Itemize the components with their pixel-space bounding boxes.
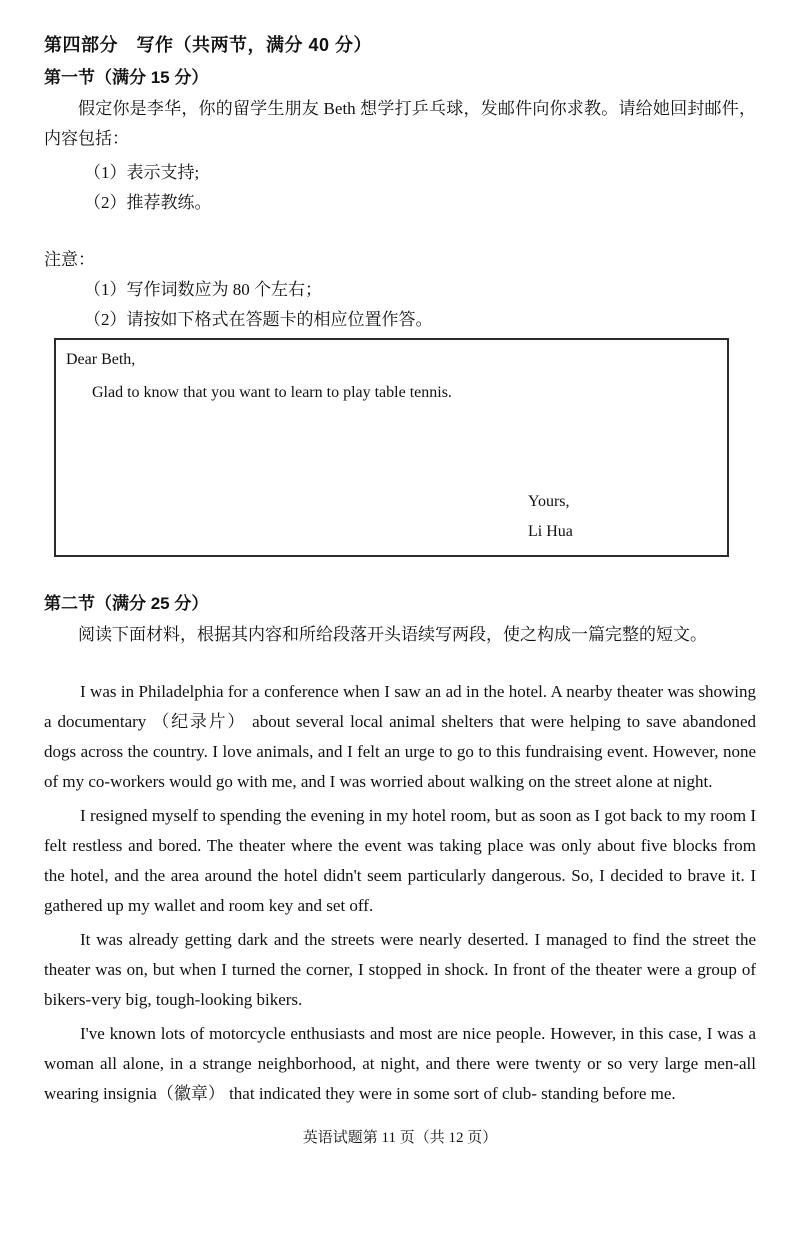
page-footer: 英语试题第 11 页（共 12 页）: [302, 1130, 498, 1146]
part-title: 第四部分 写作（共两节，满分 40 分）: [44, 35, 373, 55]
reading-material: [44, 677, 756, 1109]
story-paragraph-3: It was already getting dark and the streets were nearly deserted. I managed to find the street the theater was on, but when I turned the corner, I stopped in shock. In front of the theater were a group of bikers-very big, tough-looking bikers.: [44, 930, 756, 1009]
letter-closing-yours: Yours,: [528, 493, 570, 510]
section1-point-2: （2）推荐教练。: [84, 193, 212, 212]
story-paragraph-1: I was in Philadelphia for a conference when I saw an ad in the hotel. A nearby theater was showing a documentary （纪录片） about several local animal shelters that were helping to save abandoned dogs across the country. I love animals, and I felt an urge to go to this fundraising event. However, none of my co-workers would go with me, and I was worried about walking on the street alone at night.: [44, 682, 756, 791]
note-1: （1）写作词数应为 80 个左右；: [84, 280, 322, 299]
letter-closing: [528, 487, 573, 547]
section1-heading: 第一节（满分 15 分）: [44, 68, 209, 87]
story-paragraph-2: I resigned myself to spending the evening in my hotel room, but as soon as I got back to my room I felt restless and bored. The theater where the event was taking place was only about five blocks from the hotel, and the area around the hotel didn't seem particularly dangerous. So, I decided to brave it. I gathered up my wallet and room key and set off.: [44, 806, 756, 915]
letter-signature: Li Hua: [528, 523, 573, 540]
letter-salutation: Dear Beth,: [66, 351, 136, 368]
section2-heading: 第二节（满分 25 分）: [44, 594, 209, 613]
section2-instruction: 阅读下面材料，根据其内容和所给段落开头语续写两段，使之构成一篇完整的短文。: [78, 625, 707, 644]
section1-intro: 假定你是李华，你的留学生朋友 Beth 想学打乒乓球，发邮件向你求教。请给她回封邮件，内容包括：: [44, 99, 756, 148]
section1-point-1: （1）表示支持;: [84, 163, 200, 182]
note-2: （2）请按如下格式在答题卡的相应位置作答。: [84, 310, 433, 329]
answer-format-box: [54, 338, 729, 557]
notes-label: 注意：: [44, 250, 95, 269]
letter-opening-line: Glad to know that you want to learn to play table tennis.: [92, 384, 452, 401]
story-paragraph-4: I've known lots of motorcycle enthusiasts and most are nice people. However, in this case, I was a woman all alone, in a strange neighborhood, at night, and there were twenty or so very large men-all wearing insignia（徽章） that indicated they were in some sort of club- standing before me.: [44, 1024, 756, 1103]
